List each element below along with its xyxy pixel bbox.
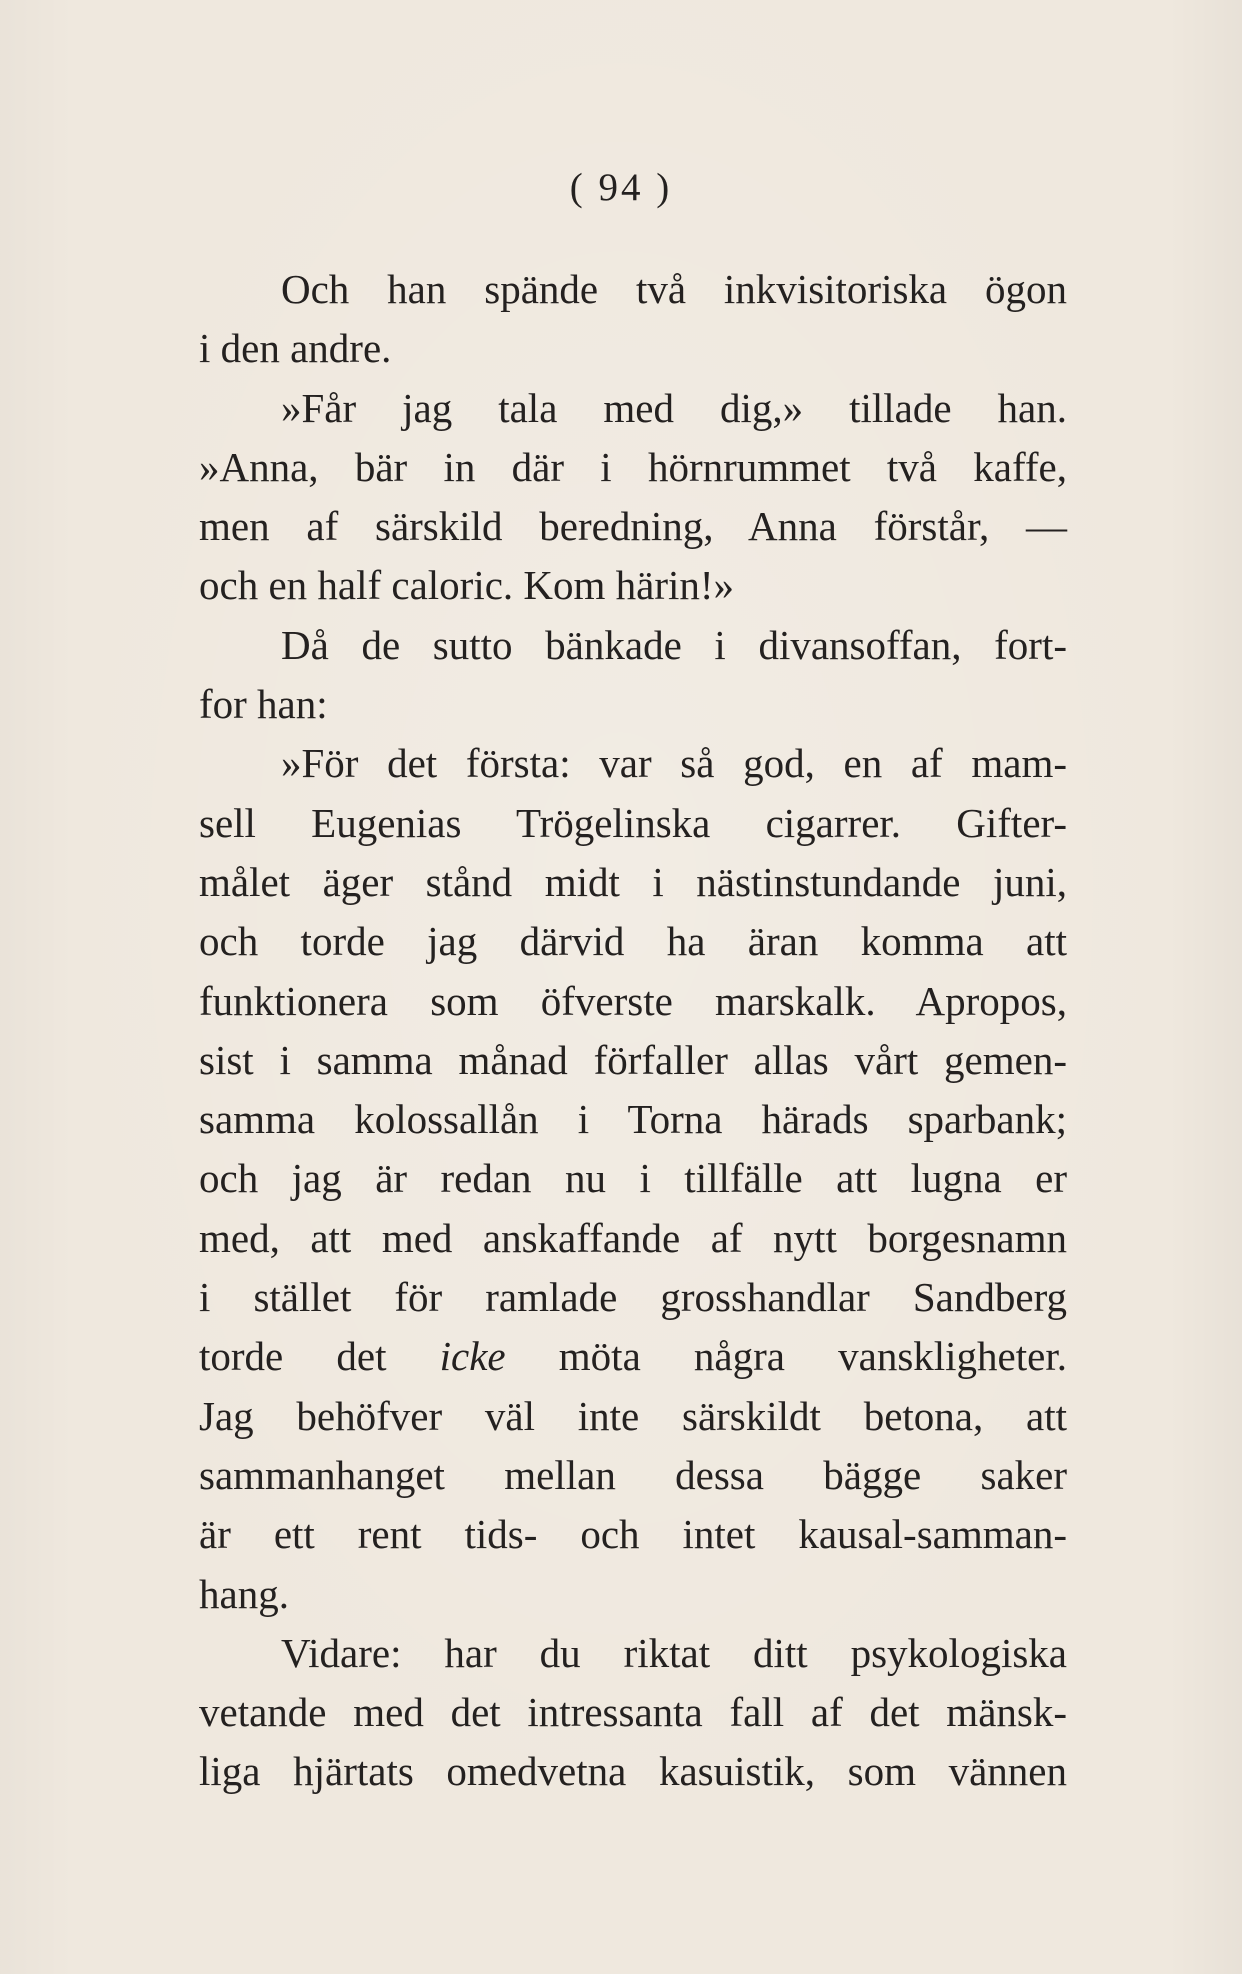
body-text	[199, 260, 1067, 1802]
text-line: for han:	[199, 681, 328, 728]
text-line: och en half caloric. Kom härin!»	[199, 562, 735, 609]
italic-word: icke	[439, 1333, 506, 1380]
text-line: samma kolossallån i Torna härads sparbank;	[199, 1096, 1067, 1143]
text-line: men af särskild beredning, Anna förstår, —	[199, 503, 1067, 550]
text-line: Då de sutto bänkade i divansoffan, fort-	[281, 621, 1067, 668]
text-line: i stället för ramlade grosshandlar Sandberg	[199, 1274, 1067, 1321]
text-line: är ett rent tids- och intet kausal-samman-	[199, 1511, 1067, 1558]
page-number: ( 94 )	[569, 166, 673, 209]
text-line: sist i samma månad förfaller allas vårt gemen-	[199, 1036, 1067, 1083]
text-line: Jag behöfver väl inte särskildt betona, att	[199, 1392, 1067, 1439]
text-line: sell Eugenias Trögelinska cigarrer. Gifter-	[199, 799, 1067, 846]
text-line-with-italic	[199, 1327, 1067, 1386]
text-line: Och han spände två inkvisitoriska ögon	[281, 266, 1067, 312]
text-line: och jag är redan nu i tillfälle att lugna er	[199, 1155, 1067, 1202]
text-line: liga hjärtats omedvetna kasuistik, som vännen	[199, 1748, 1067, 1795]
text-line: i den andre.	[199, 325, 392, 372]
text-line: »För det första: var så god, en af mam-	[281, 740, 1067, 787]
text-line: med, att med anskaffande af nytt borgesnamn	[199, 1214, 1067, 1261]
text-line: »Får jag tala med dig,» tillade han.	[281, 384, 1067, 431]
text-line: »Anna, bär in där i hörnrummet två kaffe,	[199, 443, 1067, 490]
text-line: hang.	[199, 1570, 289, 1617]
text-segment: möta några vanskligheter.	[558, 1333, 1067, 1380]
text-line: sammanhanget mellan dessa bägge saker	[199, 1451, 1067, 1498]
text-line: och torde jag därvid ha äran komma att	[199, 918, 1067, 965]
text-line: målet äger stånd midt i nästinstundande juni,	[199, 858, 1067, 905]
text-segment: torde det	[199, 1333, 387, 1380]
text-line: Vidare: har du riktat ditt psykologiska	[281, 1629, 1067, 1676]
text-line: vetande med det intressanta fall af det mänsk-	[199, 1689, 1067, 1736]
text-line: funktionera som öfverste marskalk. Apropos,	[199, 977, 1067, 1024]
